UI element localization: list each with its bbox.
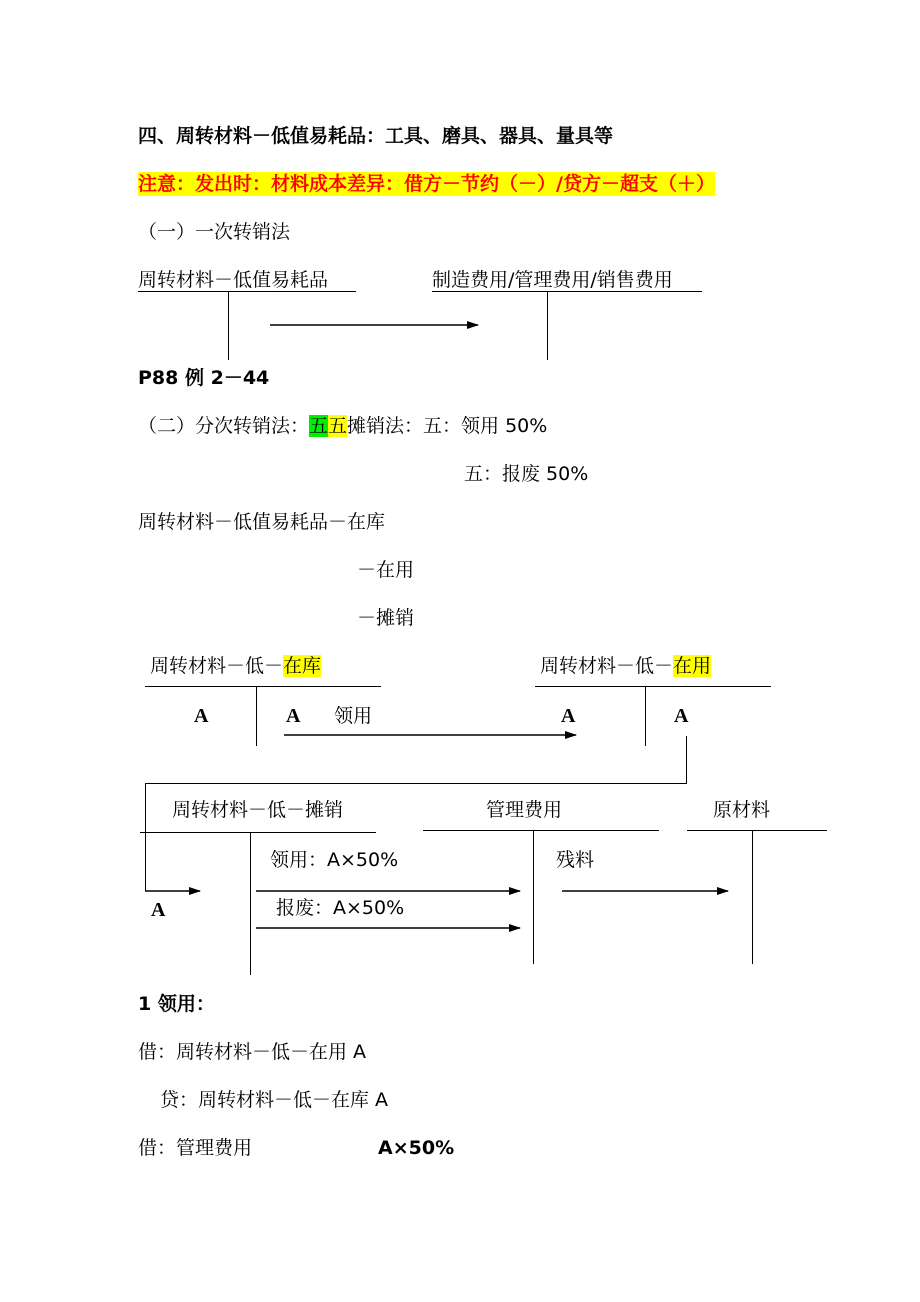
- stock-debit-value: A: [194, 705, 209, 727]
- issue-label: 领用: [334, 705, 373, 727]
- method1-account-left: 周转材料－低值易耗品: [138, 269, 329, 291]
- inuse-highlight: 在用: [673, 655, 712, 677]
- method2-highlight-green: 五: [309, 415, 329, 437]
- inuse-debit-value: A: [561, 705, 576, 727]
- taccount-raw-title: 原材料: [713, 799, 771, 821]
- scrap-label: 残料: [556, 849, 595, 871]
- entry-debit2-account: 借：管理费用: [138, 1137, 253, 1159]
- method1-account-right: 制造费用/管理费用/销售费用: [432, 269, 673, 291]
- entry-credit1: 贷：周转材料－低－在库 A: [160, 1089, 389, 1111]
- amort-debit-value: A: [151, 899, 166, 921]
- taccount-mgmt-title: 管理费用: [486, 799, 563, 821]
- taccount-stock-title: 周转材料－低－在库: [150, 655, 322, 677]
- amort-scrap: 报废：A×50%: [276, 897, 405, 919]
- note-line: 注意：发出时：材料成本差异：借方－节约（－）/贷方－超支（＋）: [138, 173, 715, 195]
- method2-sub-main: 周转材料－低值易耗品－在库: [138, 511, 386, 533]
- entry-debit1: 借：周转材料－低－在用 A: [138, 1041, 367, 1063]
- method2-highlight-yellow: 五: [328, 415, 348, 437]
- method2-title-prefix: （二）分次转销法：: [138, 415, 310, 437]
- stock-highlight: 在库: [283, 655, 322, 677]
- method2-sub-inuse: －在用: [357, 559, 415, 581]
- amort-issue: 领用：A×50%: [270, 849, 399, 871]
- taccount-amort-title: 周转材料－低－摊销: [172, 799, 344, 821]
- inuse-credit-value: A: [674, 705, 689, 727]
- taccount-inuse-title: 周转材料－低－在用: [540, 655, 712, 677]
- method1-title: （一）一次转销法: [138, 221, 291, 243]
- method2-title-suffix: 摊销法：五：领用 50%: [347, 415, 548, 437]
- entry-debit2-amount: A×50%: [378, 1137, 455, 1159]
- method2-sub-amort: －摊销: [357, 607, 415, 629]
- example-ref: P88 例 2－44: [138, 367, 270, 389]
- stock-credit-value: A: [286, 705, 301, 727]
- entry-step1: 1 领用：: [138, 993, 215, 1015]
- section-heading: 四、周转材料－低值易耗品：工具、磨具、器具、量具等: [138, 125, 614, 147]
- method2-line2: 五：报废 50%: [464, 463, 589, 485]
